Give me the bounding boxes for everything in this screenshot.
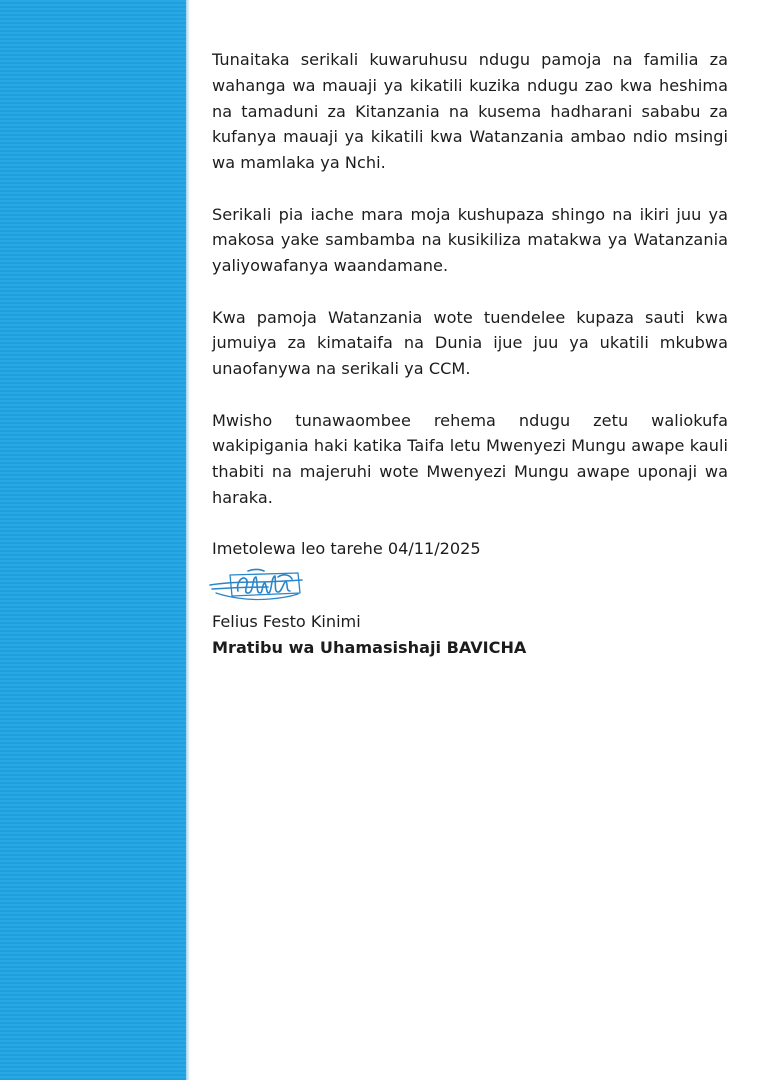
band-edge-shadow <box>186 0 190 1080</box>
issue-date-line: Imetolewa leo tarehe 04/11/2025 <box>212 539 481 559</box>
letter-body <box>212 47 728 661</box>
paragraph-burial-demand: Tunaitaka serikali kuwaruhusu ndugu pamoja na familia za wahanga wa mauaji ya kikatili kuzika ndugu zao kwa heshima na tamaduni za Kitanzania na kusema hadharani sababu za kufanya mauaji ya kikatili kwa Watanzania ambao ndio msingi wa mamlaka ya Nchi. <box>212 50 728 173</box>
signer-title: Mratibu wa Uhamasishaji BAVICHA <box>212 638 527 658</box>
paragraph-government-admit: Serikali pia iache mara moja kushupaza shingo na ikiri juu ya makosa yake sambamba na kusikiliza matakwa ya Watanzania yaliyowafanya waandamane. <box>212 204 728 276</box>
blue-side-band <box>0 0 186 1080</box>
signer-name: Felius Festo Kinimi <box>212 612 361 632</box>
paragraph-closing-prayer: Mwisho tunawaombee rehema ndugu zetu waliokufa wakipigania haki katika Taifa letu Mwenyezi Mungu awape kauli thabiti na majeruhi wote Mwenyezi Mungu awape uponaji wa haraka. <box>212 410 728 507</box>
paragraph-international-voice: Kwa pamoja Watanzania wote tuendelee kupaza sauti kwa jumuiya za kimataifa na Dunia ijue juu ya ukatili mkubwa unaofanywa na serikali ya CCM. <box>212 307 728 379</box>
handwritten-signature <box>208 563 306 609</box>
